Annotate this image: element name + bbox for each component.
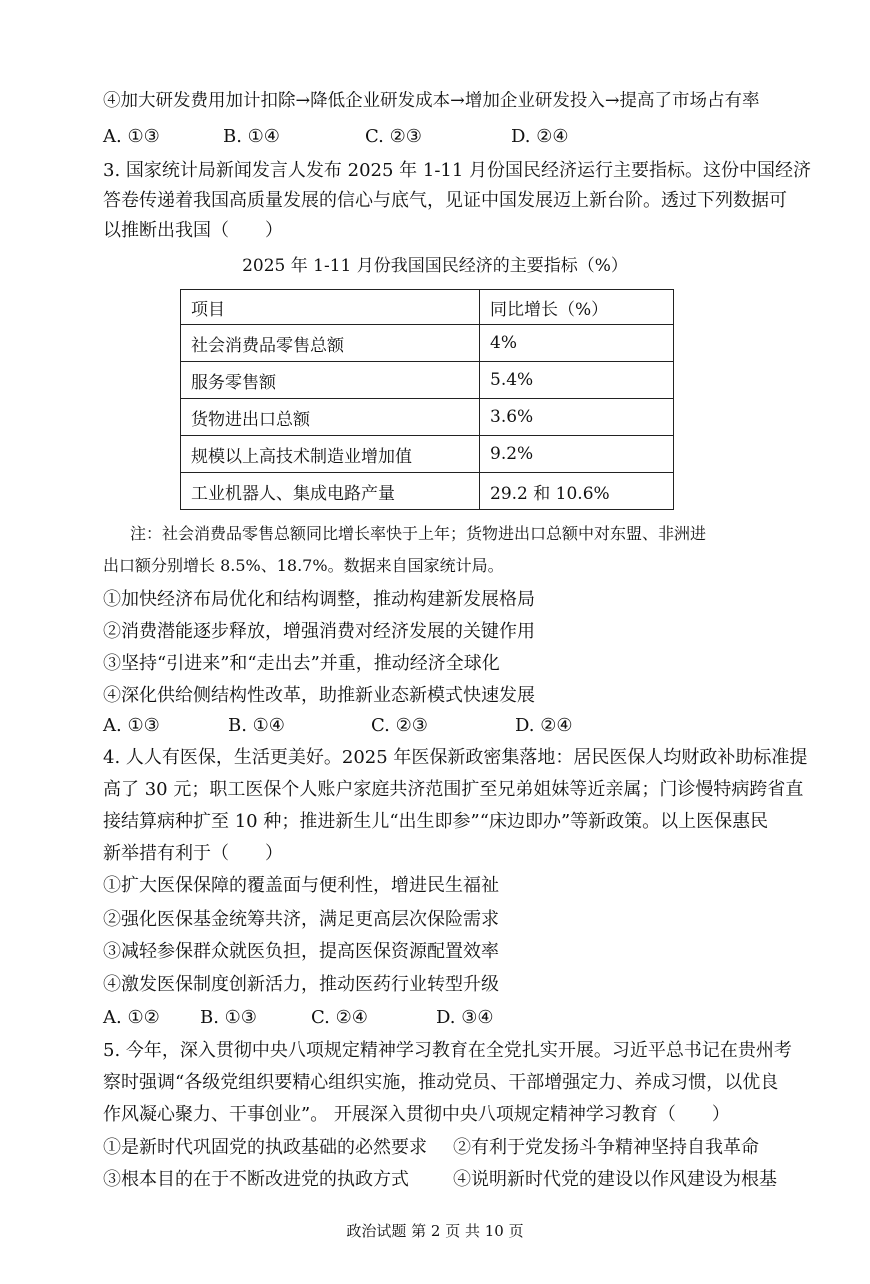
q3-option-d[interactable]: D. ②④ xyxy=(515,715,573,736)
q4-option-b[interactable]: B. ①③ xyxy=(200,1007,257,1028)
q4-stem-line-2: 高了 30 元；职工医保个人账户家庭共济范围扩至兄弟姐妹等近亲属；门诊慢特病跨省直 xyxy=(103,779,804,800)
q3-options xyxy=(103,714,803,738)
q3-note-line-2: 出口额分别增长 8.5%、18.7%。数据来自国家统计局。 xyxy=(103,556,504,575)
q3-note-line-1: 注：社会消费品零售总额同比增长率快于上年；货物进出口总额中对东盟、非洲进 xyxy=(130,524,707,543)
q4-stem-line-1: 4. 人人有医保，生活更美好。2025 年医保新政密集落地：居民医保人均财政补助标准提 xyxy=(103,747,808,768)
q3-option-a[interactable]: A. ①③ xyxy=(103,715,160,736)
q5-item-2: ②有利于党发扬斗争精神坚持自我革命 xyxy=(453,1137,759,1158)
q4-stem-line-3: 接结算病种扩至 10 种；推进新生儿“出生即参”“床边即办”等新政策。以上医保惠民 xyxy=(103,811,769,832)
table-cell-item: 服务零售额 xyxy=(181,362,480,399)
table-cell-value: 29.2 和 10.6% xyxy=(480,473,674,510)
q4-option-c[interactable]: C. ②④ xyxy=(311,1007,368,1028)
q2-option-c[interactable]: C. ②③ xyxy=(365,126,422,147)
table-cell-value: 5.4% xyxy=(480,362,674,399)
table-row xyxy=(181,362,674,399)
table-cell-item: 社会消费品零售总额 xyxy=(181,325,480,362)
q5-item-4: ④说明新时代党的建设以作风建设为根基 xyxy=(453,1169,777,1190)
table-row xyxy=(181,473,674,510)
q2-option-a[interactable]: A. ①③ xyxy=(103,126,160,147)
q5-items-row-1 xyxy=(103,1136,803,1160)
table-row xyxy=(181,399,674,436)
table-row xyxy=(181,436,674,473)
indicator-table xyxy=(180,289,674,510)
q5-stem-line-2: 察时强调“各级党组织要精心组织实施，推动党员、干部增强定力、养成习惯，以优良 xyxy=(103,1072,779,1093)
q3-item-3: ③坚持“引进来”和“走出去”并重，推动经济全球化 xyxy=(103,653,500,674)
q3-item-2: ②消费潜能逐步释放，增强消费对经济发展的关键作用 xyxy=(103,621,535,642)
q4-option-a[interactable]: A. ①② xyxy=(103,1007,160,1028)
q2-options xyxy=(103,125,803,149)
q2-option-b[interactable]: B. ①④ xyxy=(223,126,280,147)
table-header-row xyxy=(181,290,674,325)
q5-item-1: ①是新时代巩固党的执政基础的必然要求 xyxy=(103,1137,427,1158)
table-header-item: 项目 xyxy=(181,290,480,325)
table-row xyxy=(181,325,674,362)
q4-item-2: ②强化医保基金统筹共济，满足更高层次保险需求 xyxy=(103,909,499,930)
q5-items-row-2 xyxy=(103,1168,803,1192)
table-cell-value: 3.6% xyxy=(480,399,674,436)
q4-stem-line-4: 新举措有利于（ ） xyxy=(103,843,283,864)
q4-item-1: ①扩大医保保障的覆盖面与便利性，增进民生福祉 xyxy=(103,875,499,896)
q3-option-c[interactable]: C. ②③ xyxy=(371,715,428,736)
q5-stem-line-1: 5. 今年，深入贯彻中央八项规定精神学习教育在全党扎实开展。习近平总书记在贵州考 xyxy=(103,1040,792,1061)
table-cell-item: 工业机器人、集成电路产量 xyxy=(181,473,480,510)
q3-item-4: ④深化供给侧结构性改革，助推新业态新模式快速发展 xyxy=(103,685,535,706)
q3-item-1: ①加快经济布局优化和结构调整，推动构建新发展格局 xyxy=(103,589,535,610)
page-footer: 政治试题 第 2 页 共 10 页 xyxy=(346,1222,524,1240)
table-cell-value: 9.2% xyxy=(480,436,674,473)
q4-options xyxy=(103,1006,803,1030)
q4-item-3: ③减轻参保群众就医负担，提高医保资源配置效率 xyxy=(103,941,499,962)
q4-option-d[interactable]: D. ③④ xyxy=(436,1007,494,1028)
q5-item-3: ③根本目的在于不断改进党的执政方式 xyxy=(103,1169,409,1190)
q2-option-d[interactable]: D. ②④ xyxy=(511,126,569,147)
q3-table-title: 2025 年 1-11 月份我国国民经济的主要指标（%） xyxy=(242,256,628,276)
q4-item-4: ④激发医保制度创新活力，推动医药行业转型升级 xyxy=(103,974,499,995)
q3-stem-line-1: 3. 国家统计局新闻发言人发布 2025 年 1-11 月份国民经济运行主要指标。这份中国经济 xyxy=(103,160,812,181)
q3-stem-line-2: 答卷传递着我国高质量发展的信心与底气，见证中国发展迈上新台阶。透过下列数据可 xyxy=(103,190,787,211)
table-cell-value: 4% xyxy=(480,325,674,362)
q2-item-4: ④加大研发费用加计扣除→降低企业研发成本→增加企业研发投入→提高了市场占有率 xyxy=(103,91,760,111)
table-cell-item: 规模以上高技术制造业增加值 xyxy=(181,436,480,473)
table-header-growth: 同比增长（%） xyxy=(480,290,674,325)
q3-stem-line-3: 以推断出我国（ ） xyxy=(103,220,283,241)
q3-option-b[interactable]: B. ①④ xyxy=(228,715,285,736)
q5-stem-line-3: 作风凝心聚力、干事创业”。 开展深入贯彻中央八项规定精神学习教育（ ） xyxy=(103,1104,730,1125)
table-cell-item: 货物进出口总额 xyxy=(181,399,480,436)
